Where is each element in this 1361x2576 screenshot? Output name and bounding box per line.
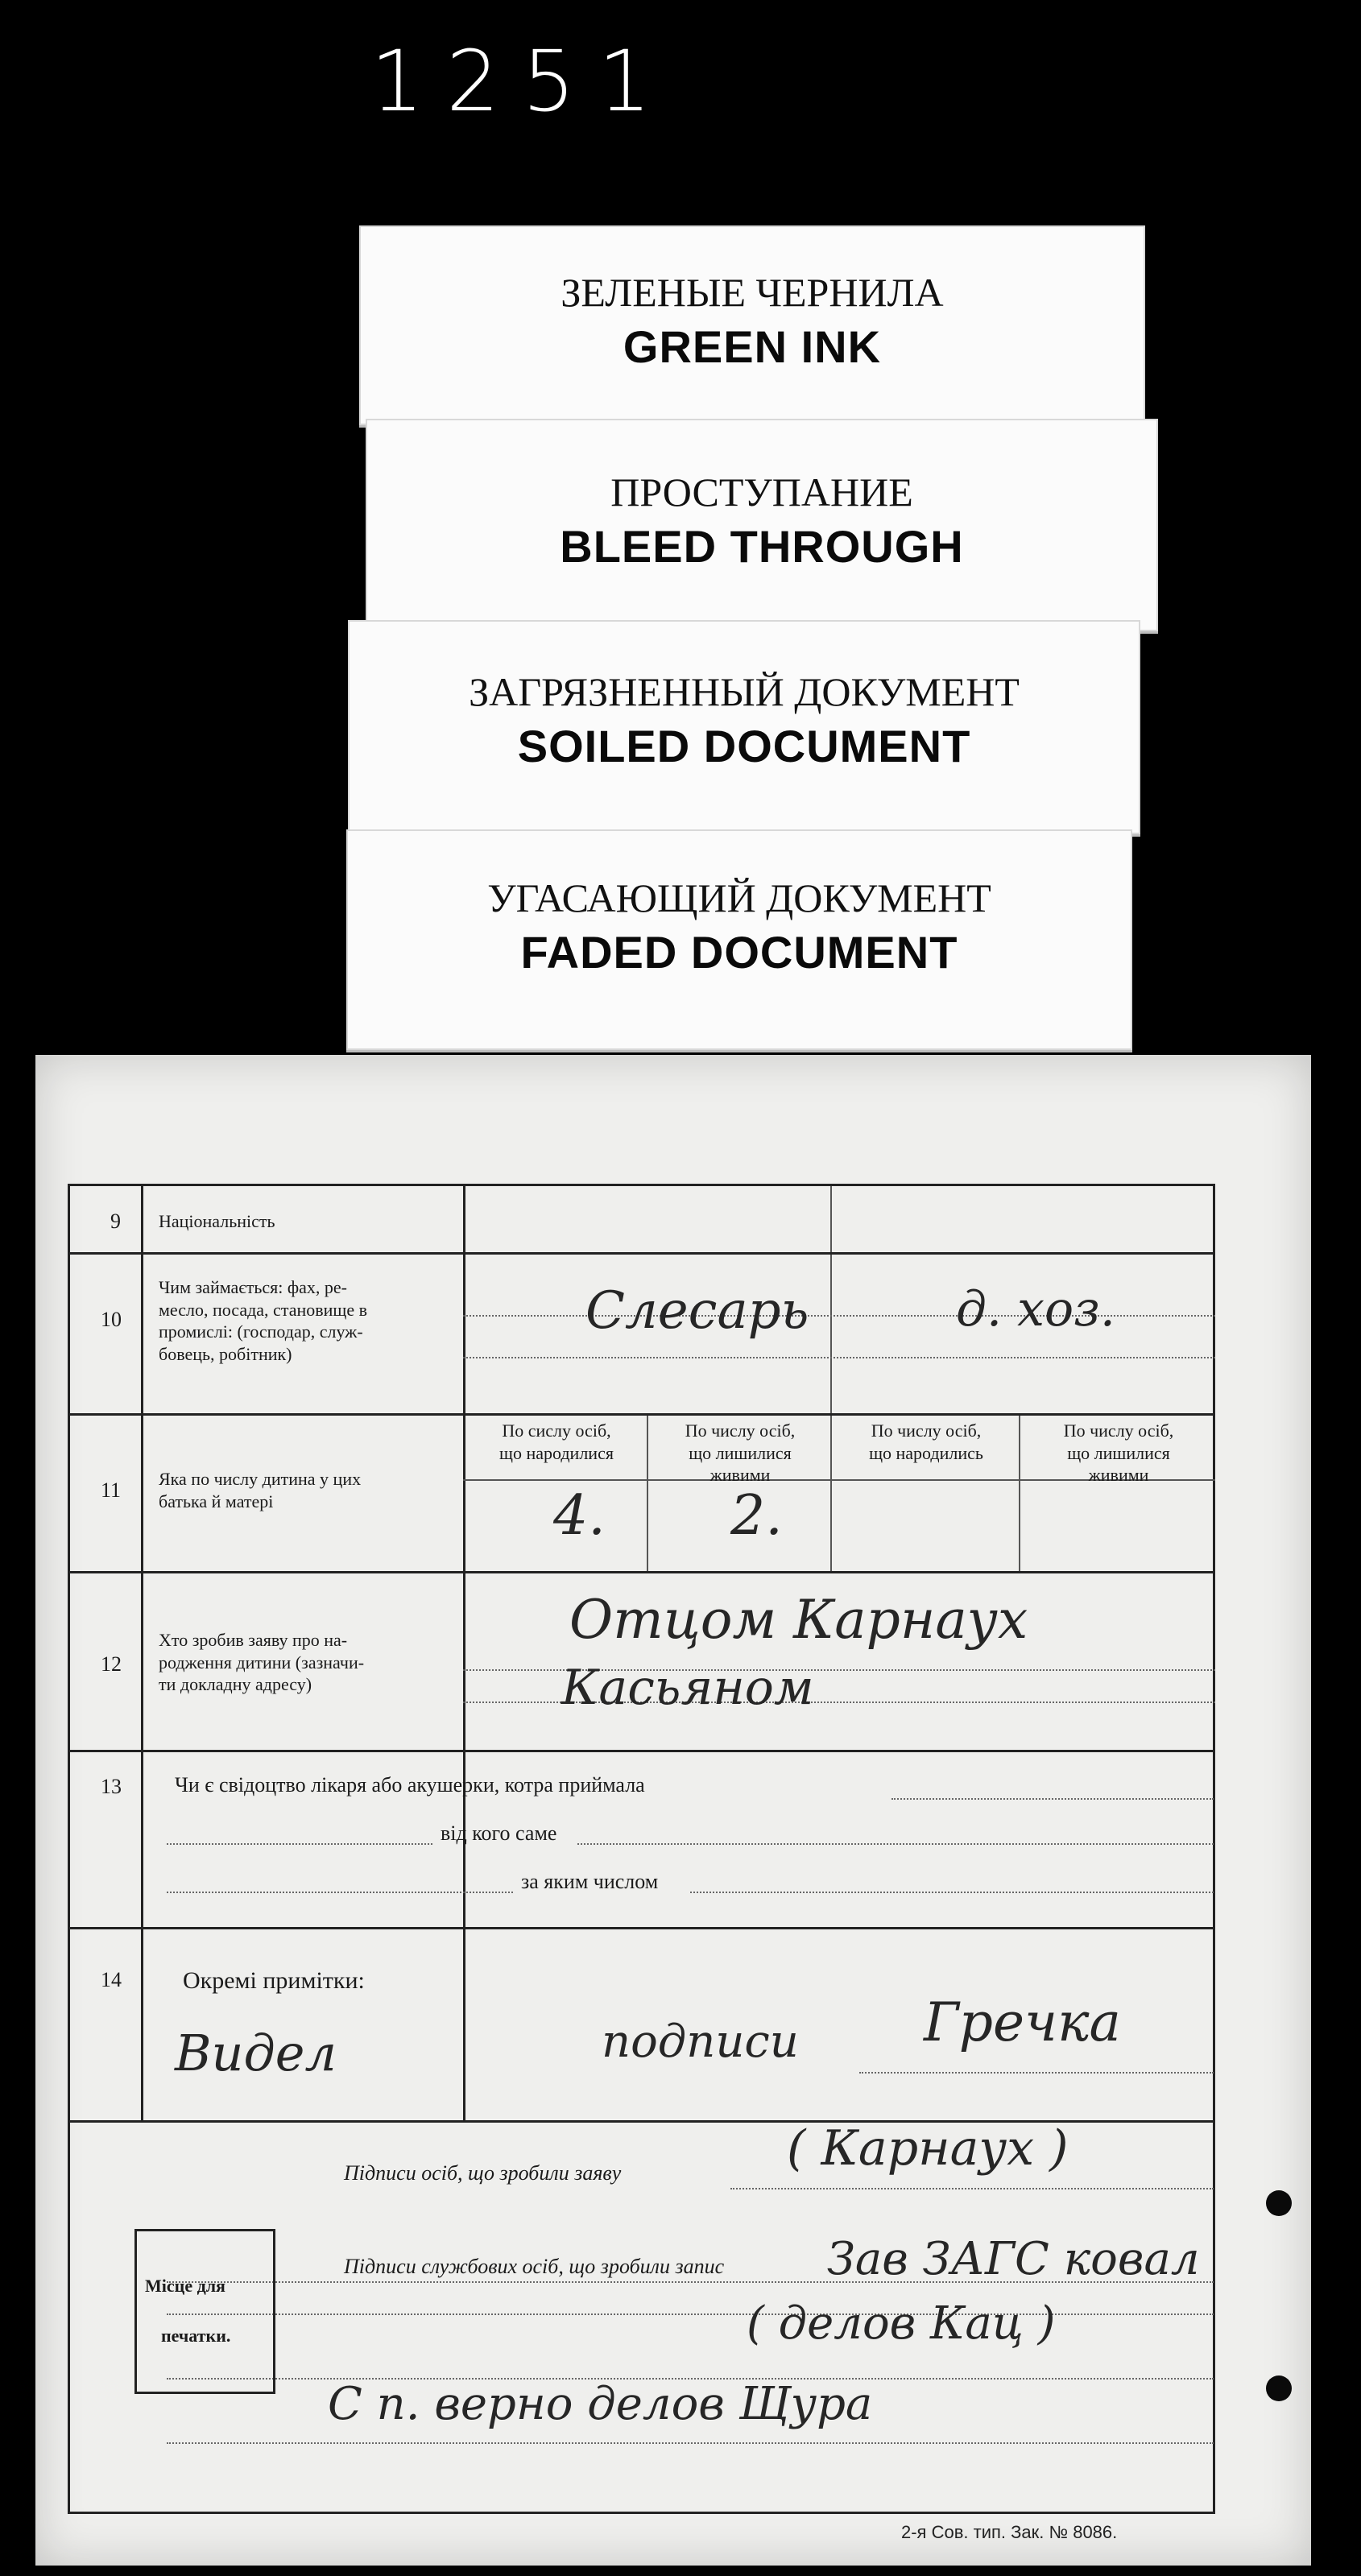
column-header: По числу осіб, що лишилися живими <box>685 1420 796 1485</box>
handwritten-certified-copy: С п. верно делов Щура <box>328 2378 873 2430</box>
handwritten-mother-occupation: д. хоз. <box>956 1281 1115 1338</box>
handwritten-declarant-line1: Отцом Карнаух <box>569 1589 1028 1651</box>
dotted-line <box>167 2442 1214 2444</box>
dotted-line <box>891 1798 1214 1800</box>
stamp-label: Місце для <box>145 2276 225 2296</box>
label-ru: ПРОСТУПАНИЕ <box>610 469 913 515</box>
field-label-from-whom: від кого саме <box>441 1821 557 1845</box>
field-label-occupation: Чим займається: фах, ре- месло, посада, становище в промислі: (господар, служ- бовець, робітник) <box>159 1277 367 1364</box>
handwritten-living-count: 2. <box>730 1484 783 1548</box>
handwritten-remark-left: Видел <box>175 2024 337 2082</box>
label-en: SOILED DOCUMENT <box>517 721 971 771</box>
dotted-line <box>463 1357 1215 1358</box>
field-label-declarant: Хто зробив заяву про на- родження дитини (зазначи- ти докладну адресу) <box>159 1630 365 1694</box>
dotted-line <box>577 1843 1214 1845</box>
handwritten-declarant-line2: Касьяном <box>561 1660 814 1716</box>
label-card-faded-document <box>346 829 1132 1050</box>
column-divider <box>141 1186 143 2120</box>
row-number: 11 <box>101 1478 122 1502</box>
punch-hole <box>1266 2375 1292 2401</box>
column-divider <box>463 1186 465 2120</box>
printer-imprint: 2-я Сов. тип. Зак. № 8086. <box>901 2522 1118 2542</box>
label-card-bleed-through <box>366 419 1158 631</box>
dotted-line <box>690 1892 1214 1893</box>
label-en: GREEN INK <box>623 321 882 372</box>
frame-number: 1251 <box>370 32 674 130</box>
label-ru: ЗАГРЯЗНЕННЫЙ ДОКУМЕНТ <box>469 669 1020 714</box>
handwritten-remark-right: Гречка <box>924 1991 1121 2053</box>
column-header: По числу осіб, що лишилися живими <box>1063 1420 1174 1485</box>
label-ru: УГАСАЮЩИЙ ДОКУМЕНТ <box>487 875 991 920</box>
column-divider <box>830 1186 832 1413</box>
column-header: По сислу осіб, що народилися <box>499 1420 614 1463</box>
stamp-label: печатки. <box>161 2326 231 2346</box>
handwritten-official-signature-1: Зав ЗАГС ковал <box>827 2233 1200 2285</box>
form-table <box>68 1184 1215 2514</box>
row-number: 14 <box>101 1968 122 1991</box>
row-divider <box>70 1571 1213 1573</box>
column-divider <box>830 1413 832 1571</box>
field-label-nationality: Національність <box>159 1211 275 1231</box>
document-sheet <box>35 1055 1311 2566</box>
row-divider <box>70 1413 1213 1416</box>
column-divider <box>647 1413 648 1571</box>
label-applicant-signatures: Підписи осіб, що зробили заяву <box>344 2161 622 2185</box>
handwritten-remark-middle: подписи <box>602 2016 799 2068</box>
label-card-green-ink <box>359 225 1145 425</box>
handwritten-official-signature-2: ( делов Кац ) <box>747 2297 1056 2350</box>
handwritten-applicant-signature: ( Карнаух ) <box>787 2120 1069 2177</box>
dotted-line <box>730 2188 1214 2189</box>
row-divider <box>70 1927 1213 1929</box>
label-card-soiled-document <box>348 620 1140 834</box>
row-number: 12 <box>101 1652 122 1676</box>
label-ru: ЗЕЛЕНЫЕ ЧЕРНИЛА <box>561 270 944 315</box>
label-en: BLEED THROUGH <box>560 521 964 572</box>
handwritten-father-occupation: Слесарь <box>585 1281 809 1341</box>
dotted-line <box>167 1843 432 1845</box>
field-label-date: за яким числом <box>521 1870 659 1893</box>
handwritten-births-count: 4. <box>553 1484 606 1548</box>
row-divider <box>70 1252 1213 1255</box>
field-label-medical-certificate: Чи є свідоцтво лікаря або акушерки, котра приймала <box>175 1773 645 1797</box>
row-number: 9 <box>110 1209 121 1233</box>
dotted-line <box>859 2072 1214 2074</box>
label-official-signatures: Підписи службових осіб, що зробили запис <box>344 2255 725 2278</box>
column-header: По числу осіб, що народились <box>869 1420 983 1463</box>
stamp-place-box <box>134 2229 275 2394</box>
field-label-remarks: Окремі примітки: <box>183 1967 365 1994</box>
dotted-line <box>167 1892 513 1893</box>
row-number: 10 <box>101 1308 122 1331</box>
row-divider <box>70 1750 1213 1752</box>
punch-hole <box>1266 2190 1292 2216</box>
field-label-birth-order: Яка по числу дитина у цих батька й матері <box>159 1469 362 1511</box>
dotted-line <box>167 2313 1214 2315</box>
column-divider <box>1019 1413 1020 1571</box>
label-en: FADED DOCUMENT <box>520 927 958 978</box>
row-number: 13 <box>101 1775 122 1798</box>
